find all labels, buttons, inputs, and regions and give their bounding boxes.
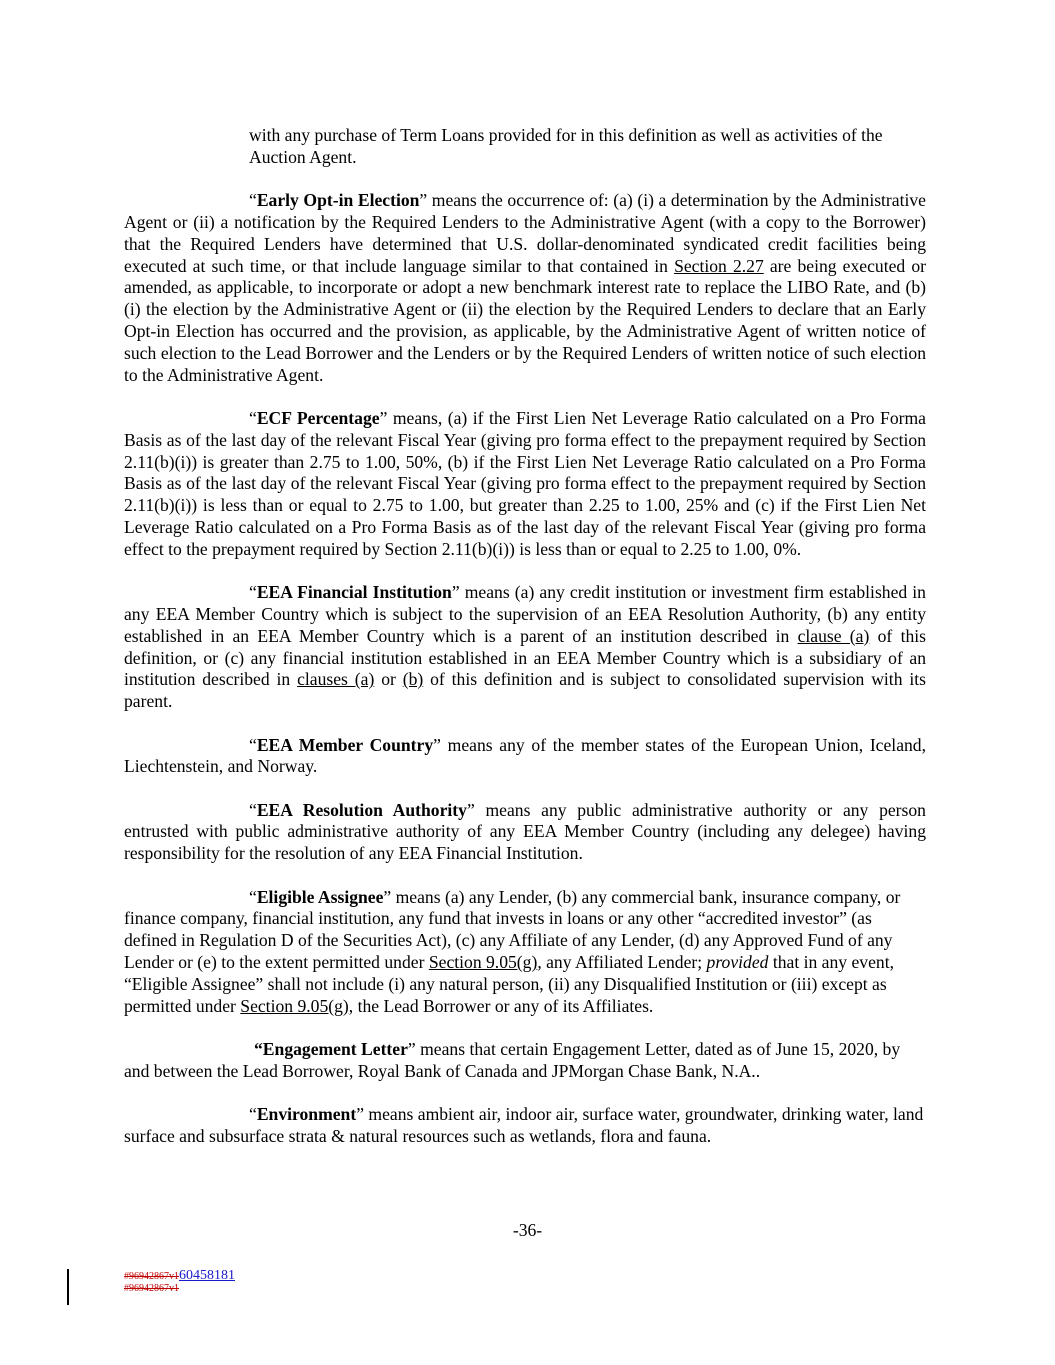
- defined-term: EEA Financial Institution: [256, 582, 452, 603]
- definition-engagement-letter: “Engagement Letter” means that certain Engagement Letter, dated as of June 15, 2020, by and between the Lead Borrower, Royal Bank of Canada and JPMorgan Chase Bank, N.A..: [124, 1039, 901, 1081]
- deleted-document-id: #96942867v1: [124, 1283, 179, 1294]
- cross-reference: clauses (a): [297, 669, 375, 690]
- defined-term: EEA Resolution Authority: [256, 799, 467, 820]
- defined-term: Environment: [256, 1104, 357, 1125]
- defined-term: ECF Percentage: [256, 407, 380, 428]
- defined-term: Eligible Assignee: [256, 886, 384, 907]
- cross-reference: clause (a): [797, 625, 870, 646]
- defined-term: EEA Member Country: [256, 734, 434, 755]
- cross-reference: (b): [402, 669, 424, 690]
- page-number: -36-: [512, 1220, 543, 1240]
- document-id-footer: [124, 1270, 235, 1295]
- definition-eea-resolution-authority: “EEA Resolution Authority” means any public administrative authority or any person entrusted with public administrative authority of any EEA Member Country (including any delegee) having responsibility for the resolution of any EEA Financial Institution.: [124, 799, 926, 864]
- cross-reference: Section 2.27: [674, 255, 764, 276]
- deleted-document-id: #96942867v1: [124, 1271, 179, 1282]
- change-bar: [67, 1269, 69, 1305]
- document-body: [124, 125, 926, 1169]
- definition-environment: “Environment” means ambient air, indoor air, surface water, groundwater, drinking water, land surface and subsurface strata & natural resources such as wetlands, flora and fauna.: [124, 1104, 924, 1147]
- cross-reference: Section 9.05(g): [428, 952, 538, 973]
- emphasis: provided: [706, 952, 769, 973]
- definition-eea-member-country: “EEA Member Country” means any of the member states of the European Union, Iceland, Liechtenstein, and Norway.: [124, 734, 926, 777]
- definition-ecf-percentage: “ECF Percentage” means, (a) if the First Lien Net Leverage Ratio calculated on a Pro Forma Basis as of the last day of the relevant Fiscal Year (giving pro forma effect to the prepayment required by Section 2.11(b)(i)) is greater than 2.75 to 1.00, 50%, (b) if the First Lien Net Leverage Ratio calculated on a Pro Forma Basis as of the last day of the relevant Fiscal Year (giving pro forma effect to the prepayment required by Section 2.11(b)(i)) is less than or equal to 2.75 to 1.00, but greater than 2.25 to 1.00, 25% and (c) if the First Lien Net Leverage Ratio calculated on a Pro Forma Basis as of the last day of the relevant Fiscal Year (giving pro forma effect to the prepayment required by Section 2.11(b)(i)) is less than or equal to 2.25 to 1.00, 0%.: [124, 407, 926, 559]
- inserted-document-id: 60458181: [179, 1268, 235, 1283]
- defined-term: “Engagement Letter: [254, 1039, 408, 1060]
- defined-term: Early Opt-in Election: [256, 190, 420, 211]
- definition-eligible-assignee: “Eligible Assignee” means (a) any Lender, (b) any commercial bank, insurance company, or finance company, financial institution, any fund that invests in loans or any other “accredited investor” (as defined in Regulation D of the Securities Act), (c) any Affiliate of any Lender, (d) any Approved Fund of any Lender or (e) to the extent permitted under Section 9.05(g), any Affiliated Lender; provided that in any event, “Eligible Assignee” shall not include (i) any natural person, (ii) any Disqualified Institution or (iii) except as permitted under Section 9.05(g), the Lead Borrower or any of its Affiliates.: [124, 886, 901, 1016]
- continuation-paragraph: with any purchase of Term Loans provided for in this definition as well as activities of the Auction Agent.: [249, 125, 883, 167]
- definition-early-opt-in-election: “Early Opt-in Election” means the occurrence of: (a) (i) a determination by the Administrative Agent or (ii) a notification by the Required Lenders to the Administrative Agent (with a copy to the Borrower) that the Required Lenders have determined that U.S. dollar-denominated syndicated credit facilities being executed at such time, or that include language similar to that contained in Section 2.27 are being executed or amended, as applicable, to incorporate or adopt a new benchmark interest rate to replace the LIBO Rate, and (b) (i) the election by the Administrative Agent or (ii) the election by the Required Lenders to declare that an Early Opt-in Election has occurred and the provision, as applicable, by the Administrative Agent of written notice of such election to the Lead Borrower and the Lenders or by the Required Lenders of written notice of such election to the Administrative Agent.: [124, 190, 926, 385]
- cross-reference: Section 9.05(g): [240, 995, 349, 1016]
- definition-eea-financial-institution: “EEA Financial Institution” means (a) any credit institution or investment firm established in any EEA Member Country which is subject to the supervision of an EEA Resolution Authority, (b) any entity established in an EEA Member Country which is a parent of an institution described in clause (a) of this definition, or (c) any financial institution established in an EEA Member Country which is a subsidiary of an institution described in clauses (a) or (b) of this definition and is subject to consolidated supervision with its parent.: [124, 582, 927, 712]
